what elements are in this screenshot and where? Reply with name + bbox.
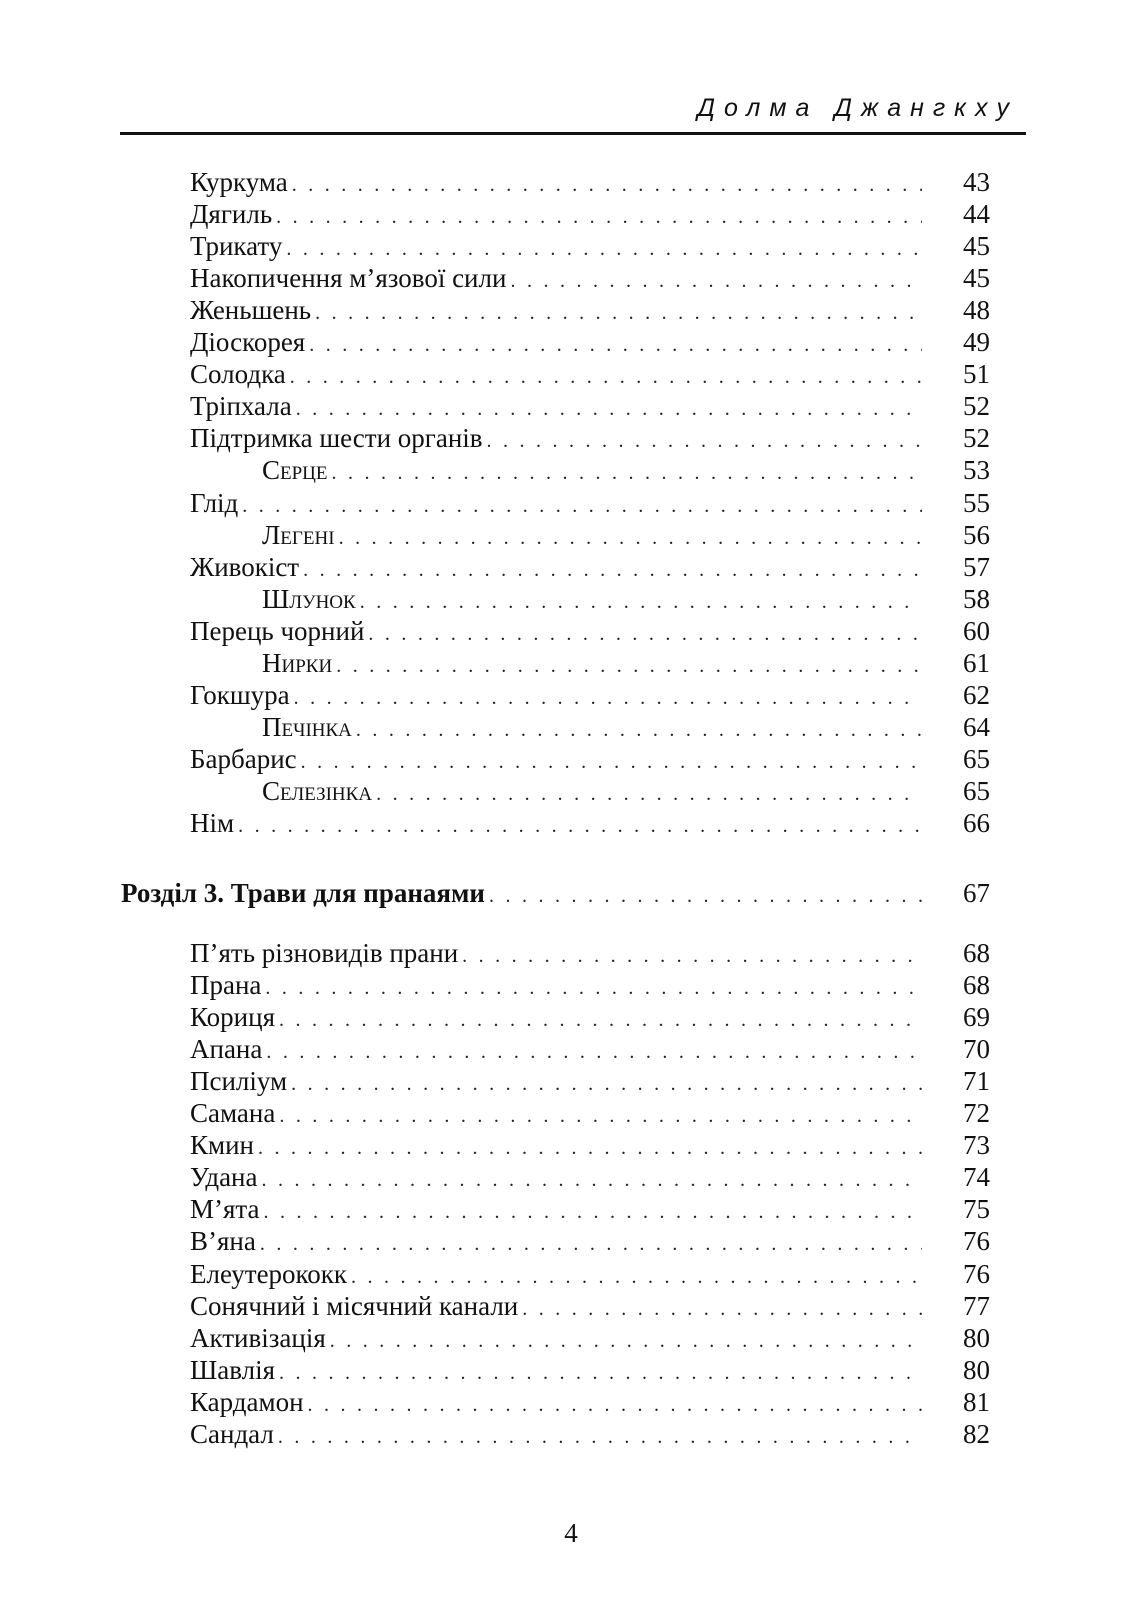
toc-entry-label: Сонячний і місячний канали	[190, 1291, 519, 1321]
toc-entry-label: Накопичення м’язової сили	[190, 263, 507, 293]
toc-leader-dots	[276, 201, 922, 233]
toc-entry-row[interactable]	[190, 390, 990, 422]
toc-page-number: 66	[963, 808, 990, 838]
toc-entry-label: Тріпхала	[190, 391, 292, 421]
toc-leader-dots	[330, 1325, 922, 1357]
toc-leader-dots	[290, 361, 922, 393]
toc-page-number: 64	[963, 712, 990, 742]
toc-page-number: 65	[963, 776, 990, 806]
toc-entry-label: Апана	[190, 1034, 263, 1064]
toc-leader-dots	[279, 1357, 922, 1389]
toc-leader-dots	[376, 778, 922, 810]
toc-entry-row[interactable]	[190, 1418, 990, 1450]
toc-entry-label: Елеутерококк	[190, 1259, 348, 1289]
toc-entry-row[interactable]	[190, 262, 990, 294]
toc-entry-row[interactable]	[190, 230, 990, 262]
toc-entry-label: Розділ 3. Трави для пранаями	[121, 878, 485, 908]
toc-leader-dots	[462, 940, 922, 972]
toc-entry-label: Нім	[190, 808, 235, 838]
toc-chapter-row[interactable]	[121, 877, 990, 909]
toc-entry-row[interactable]	[190, 422, 990, 454]
toc-entry-row[interactable]	[190, 1322, 990, 1354]
toc-entry-label: В’яна	[190, 1226, 256, 1256]
toc-subentry-row[interactable]	[262, 454, 990, 486]
toc-entry-label: Гокшура	[190, 680, 290, 710]
toc-page-number: 81	[963, 1387, 990, 1417]
toc-page-number: 62	[963, 680, 990, 710]
toc-entry-row[interactable]	[190, 807, 990, 839]
toc-entry-label: Барбарис	[190, 744, 297, 774]
toc-entry-row[interactable]	[190, 1161, 990, 1193]
toc-entry-row[interactable]	[190, 1033, 990, 1065]
toc-entry-label: Серце	[262, 455, 328, 485]
toc-leader-dots	[315, 297, 922, 329]
toc-page-number: 45	[963, 263, 990, 293]
toc-leader-dots	[262, 1164, 923, 1196]
toc-page-number: 65	[963, 744, 990, 774]
page-number: 4	[564, 1518, 578, 1548]
toc-page-number: 77	[963, 1291, 990, 1321]
toc-entry-row[interactable]	[190, 1258, 990, 1290]
toc-page-number: 44	[963, 199, 990, 229]
toc-page-number: 82	[963, 1419, 990, 1449]
toc-leader-dots	[489, 880, 922, 912]
toc-entry-label: Удана	[190, 1162, 258, 1192]
toc-entry-label: Перець чорний	[190, 616, 365, 646]
toc-entry-label: Псиліум	[190, 1066, 288, 1096]
toc-page-number: 58	[963, 584, 990, 614]
toc-page-number: 72	[963, 1098, 990, 1128]
toc-entry-label: Женьшень	[190, 295, 312, 325]
toc-entry-row[interactable]	[190, 551, 990, 583]
toc-entry-label: Кмин	[190, 1130, 254, 1160]
toc-leader-dots	[291, 1068, 922, 1100]
toc-subentry-row[interactable]	[262, 647, 990, 679]
toc-page-number: 55	[963, 488, 990, 518]
toc-page-number: 74	[963, 1162, 990, 1192]
toc-entry-row[interactable]	[190, 198, 990, 230]
toc-page-number: 73	[963, 1130, 990, 1160]
toc-page-number: 52	[963, 423, 990, 453]
toc-leader-dots	[242, 490, 922, 522]
toc-leader-dots	[487, 425, 922, 457]
toc-leader-dots	[260, 1228, 922, 1260]
toc-subentry-row[interactable]	[262, 583, 990, 615]
toc-page-number: 69	[963, 1002, 990, 1032]
toc-entry-row[interactable]	[190, 1097, 990, 1129]
toc-leader-dots	[356, 714, 922, 746]
toc-entry-row[interactable]	[190, 679, 990, 711]
toc-entry-row[interactable]	[190, 615, 990, 647]
toc-entry-label: М’ята	[190, 1194, 260, 1224]
toc-subentry-row[interactable]	[262, 711, 990, 743]
toc-leader-dots	[339, 522, 922, 554]
toc-leader-dots	[238, 810, 922, 842]
toc-entry-row[interactable]	[190, 937, 990, 969]
toc-entry-label: Трикату	[190, 231, 283, 261]
running-header-title: Долма Джангкху	[697, 94, 1018, 122]
toc-entry-row[interactable]	[190, 1225, 990, 1257]
toc-page-number: 52	[963, 391, 990, 421]
toc-entry-row[interactable]	[190, 166, 990, 198]
toc-leader-dots	[258, 1132, 922, 1164]
toc-leader-dots	[294, 682, 922, 714]
toc-leader-dots	[264, 1196, 922, 1228]
toc-leader-dots	[309, 329, 922, 361]
toc-entry-label: Шлунок	[262, 584, 356, 614]
toc-entry-label: Діоскорея	[190, 327, 306, 357]
toc-leader-dots	[368, 618, 922, 650]
toc-page-number: 67	[963, 878, 990, 908]
toc-entry-label: Селезінка	[262, 776, 373, 806]
toc-entry-row[interactable]	[190, 1193, 990, 1225]
toc-leader-dots	[308, 1389, 922, 1421]
toc-entry-label: Куркума	[190, 167, 288, 197]
toc-entry-label: Кориця	[190, 1002, 275, 1032]
toc-entry-row[interactable]	[190, 969, 990, 1001]
toc-entry-label: Нирки	[262, 648, 333, 678]
toc-entry-label: П’ять різновидів прани	[190, 938, 459, 968]
toc-entry-row[interactable]	[190, 1129, 990, 1161]
toc-entry-label: Прана	[190, 970, 262, 1000]
toc-page-number: 70	[963, 1034, 990, 1064]
toc-page-number: 53	[963, 455, 990, 485]
toc-leader-dots	[301, 746, 922, 778]
toc-entry-label: Печінка	[262, 712, 352, 742]
toc-page-number: 49	[963, 327, 990, 357]
toc-entry-row[interactable]	[190, 743, 990, 775]
toc-entry-row[interactable]	[190, 1290, 990, 1322]
toc-entry-row[interactable]	[190, 294, 990, 326]
toc-entry-label: Кардамон	[190, 1387, 304, 1417]
toc-leader-dots	[522, 1293, 922, 1325]
toc-page-number: 43	[963, 167, 990, 197]
toc-leader-dots	[266, 1036, 922, 1068]
toc-page-number: 76	[963, 1226, 990, 1256]
toc-page-number: 75	[963, 1194, 990, 1224]
toc-page-number: 80	[963, 1355, 990, 1385]
toc-page-number: 68	[963, 938, 990, 968]
toc-entry-label: Сандал	[190, 1419, 274, 1449]
toc-entry-row[interactable]	[190, 1065, 990, 1097]
toc-entry-label: Живокіст	[190, 552, 300, 582]
toc-entry-label: Самана	[190, 1098, 276, 1128]
toc-leader-dots	[332, 457, 922, 489]
toc-page-number: 80	[963, 1323, 990, 1353]
toc-entry-row[interactable]	[190, 326, 990, 358]
toc-entry-label: Глід	[190, 488, 239, 518]
toc-entry-row[interactable]	[190, 1354, 990, 1386]
toc-page-number: 61	[963, 648, 990, 678]
toc-entry-row[interactable]	[190, 1001, 990, 1033]
toc-entry-label: Солодка	[190, 359, 286, 389]
toc-leader-dots	[292, 169, 922, 201]
toc-leader-dots	[351, 1261, 922, 1293]
toc-entry-label: Легені	[262, 520, 335, 550]
toc-entry-label: Дягиль	[190, 199, 273, 229]
toc-entry-label: Підтримка шести органів	[190, 423, 483, 453]
toc-page-number: 76	[963, 1259, 990, 1289]
toc-leader-dots	[336, 650, 922, 682]
running-header	[120, 84, 1026, 135]
toc-leader-dots	[279, 1100, 922, 1132]
toc-entry-label: Активізація	[190, 1323, 326, 1353]
toc-leader-dots	[286, 233, 922, 265]
toc-leader-dots	[510, 265, 922, 297]
toc-entry-row[interactable]	[190, 1386, 990, 1418]
toc-subentry-row[interactable]	[262, 519, 990, 551]
toc-page-number: 60	[963, 616, 990, 646]
toc-page-number: 71	[963, 1066, 990, 1096]
toc-page-number: 68	[963, 970, 990, 1000]
toc-leader-dots	[303, 554, 922, 586]
toc-leader-dots	[360, 586, 922, 618]
toc-leader-dots	[278, 1421, 922, 1453]
toc-page-number: 57	[963, 552, 990, 582]
toc-leader-dots	[279, 1004, 922, 1036]
toc-leader-dots	[265, 972, 922, 1004]
toc-entry-label: Шавлія	[190, 1355, 276, 1385]
toc-page-number: 45	[963, 231, 990, 261]
toc-leader-dots	[296, 393, 922, 425]
toc-page-number: 56	[963, 520, 990, 550]
toc-subentry-row[interactable]	[262, 775, 990, 807]
toc-entry-row[interactable]	[190, 487, 990, 519]
toc-entry-row[interactable]	[190, 358, 990, 390]
toc-page-number: 51	[963, 359, 990, 389]
toc-page-number: 48	[963, 295, 990, 325]
